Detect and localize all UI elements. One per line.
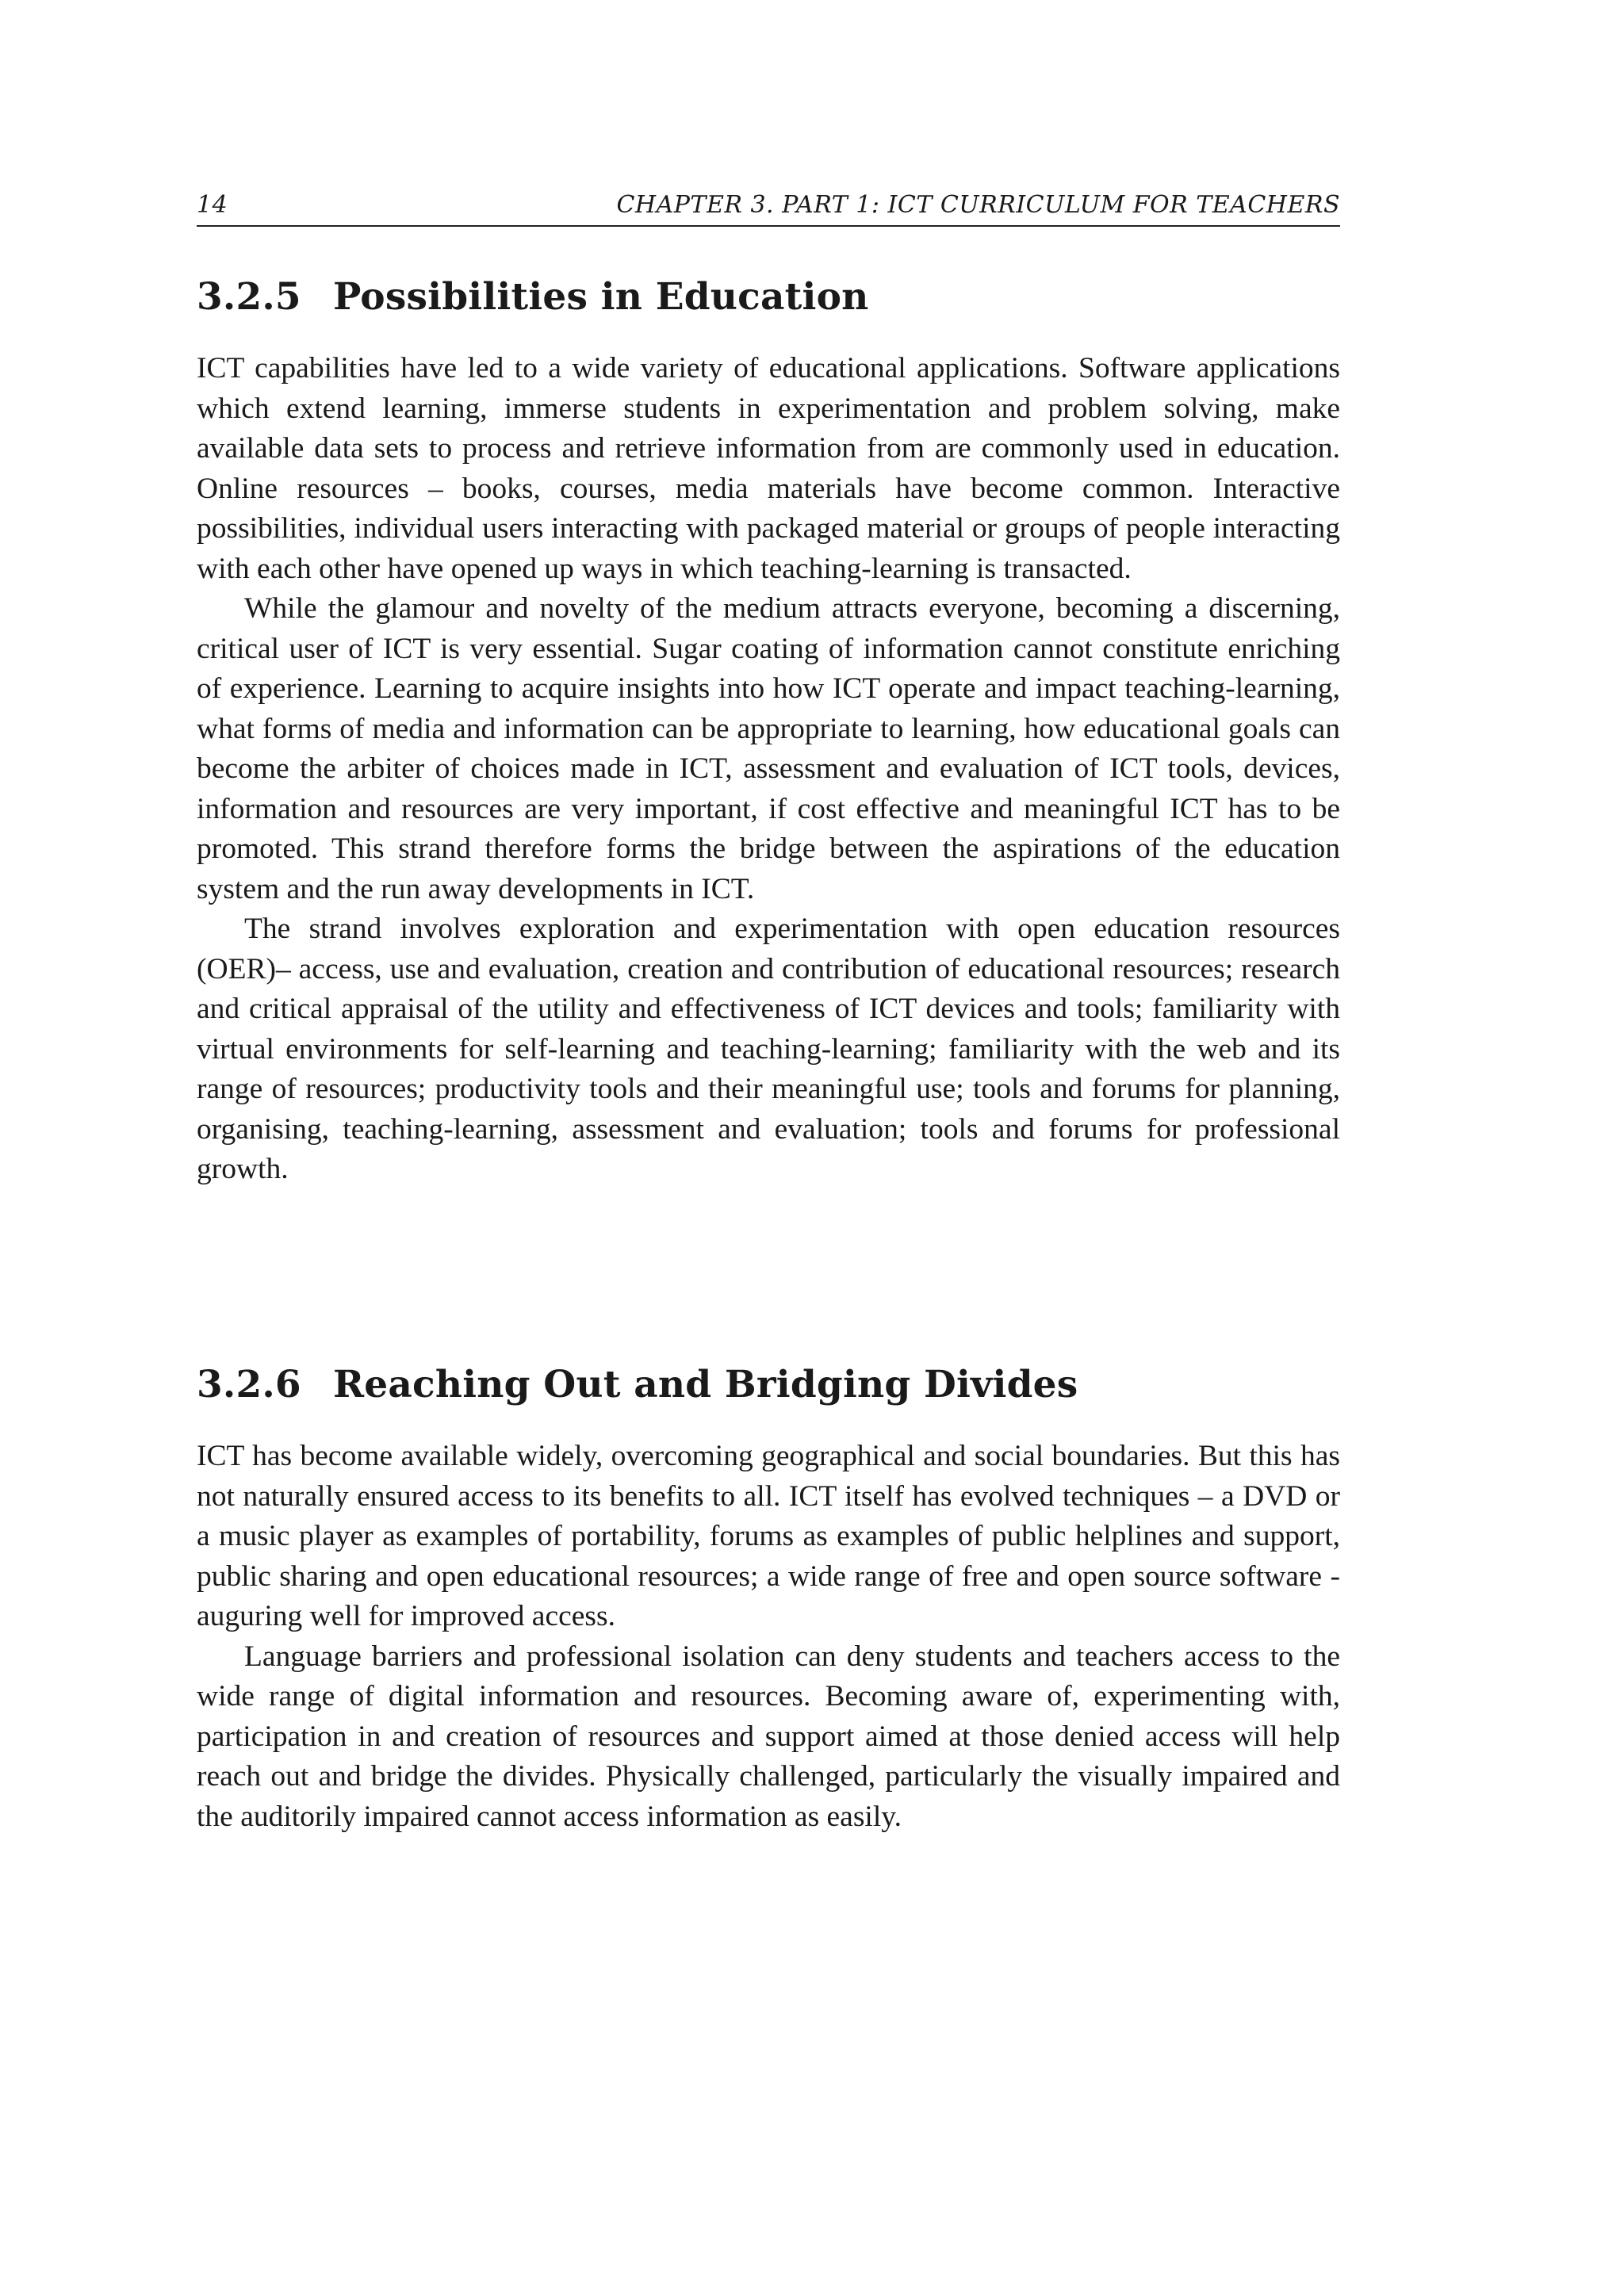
paragraph: Language barriers and professional isolation can deny students and teachers access to the wide range of digital information and resources. Becoming aware of, experimenting with, participation in and creation of resources and support aimed at those denied access will help reach out and bridge the divides. Physically challenged, particularly the visually impaired and the auditorily impaired cannot access information as easily. [197, 1640, 1340, 1833]
paragraph: ICT capabilities have led to a wide variety of educational applications. Software applications which extend learning, immerse students in experimentation and problem solving, make available data sets to process and retrieve information from are commonly used in education. Online resources – books, courses, media materials have become common. Interactive possibilities, individual users interacting with packaged material or groups of people interacting with each other have opened up ways in which teaching-learning is transacted. [197, 352, 1340, 585]
section-heading [197, 268, 1340, 327]
section-number: 3.2.6 [197, 1363, 301, 1406]
running-header [197, 187, 1340, 227]
paragraph: ICT has become available widely, overcoming geographical and social boundaries. But this has not naturally ensured access to its benefits to all. ICT itself has evolved techniques – a DVD or a music player as examples of portability, forums as examples of public helplines and support, public sharing and open educational resources; a wide range of free and open source software - auguring well for improved access. [197, 1440, 1340, 1632]
section-number: 3.2.5 [197, 275, 301, 319]
paragraph: The strand involves exploration and experimentation with open education resources (OER)– access, use and evaluation, creation and contribution of educational resources; research and critical appraisal of the utility and effectiveness of ICT devices and tools; familiarity with virtual environments for self-learning and teaching-learning; familiarity with the web and its range of resources; productivity tools and their meaningful use; tools and forums for planning, organising, teaching-learning, assessment and evaluation; tools and forums for professional growth. [197, 913, 1340, 1185]
page-number: 14 [197, 191, 228, 219]
paragraph: While the glamour and novelty of the medium attracts everyone, becoming a discerning, critical user of ICT is very essential. Sugar coating of information cannot constitute enriching of experience. Learning to acquire insights into how ICT operate and impact teaching-learning, what forms of media and information can be appropriate to learning, how educational goals can become the arbiter of choices made in ICT, assessment and evaluation of ICT tools, devices, information and resources are very important, if cost effective and meaningful ICT has to be promoted. This strand therefore forms the bridge between the aspirations of the education system and the run away developments in ICT. [197, 592, 1340, 905]
section-title: Reaching Out and Bridging Divides [333, 1363, 1078, 1406]
section-title: Possibilities in Education [333, 275, 869, 319]
chapter-title: CHAPTER 3. PART 1: ICT CURRICULUM FOR TEACHERS [616, 191, 1340, 219]
section-reaching-out-and-bridging-divides [197, 1356, 1340, 1837]
section-heading [197, 1356, 1340, 1414]
section-possibilities-in-education [197, 268, 1340, 1190]
